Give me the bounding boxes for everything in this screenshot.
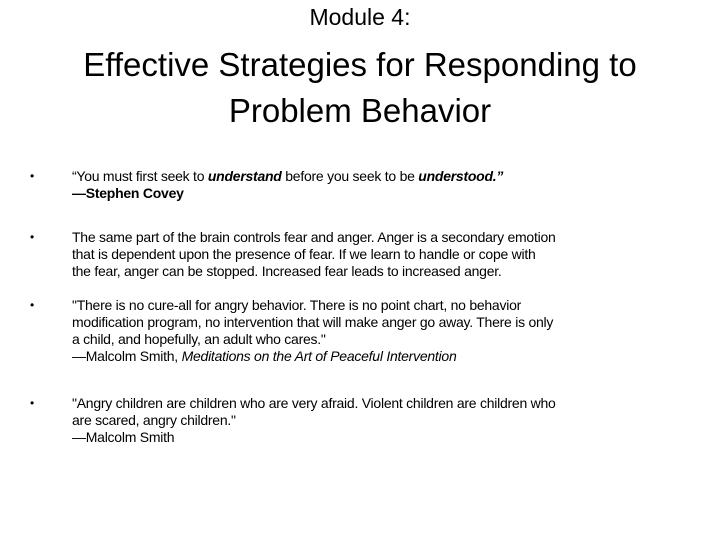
text-segment: "There is no cure-all for angry behavior. There is no point chart, no behavior — [72, 297, 522, 313]
text-segment: Meditations on the Art of Peaceful Intervention — [181, 348, 457, 364]
text-line — [72, 185, 503, 202]
text-line — [72, 395, 556, 412]
slide-title — [0, 42, 720, 134]
text-segment: —Stephen Covey — [72, 185, 184, 201]
text-line — [72, 297, 553, 314]
title-line: Effective Strategies for Responding to — [83, 46, 637, 83]
bullet-text — [72, 297, 553, 365]
bullet-icon: • — [30, 169, 35, 183]
text-segment: a child, and hopefully, an adult who cares." — [72, 331, 326, 347]
text-segment: that is dependent upon the presence of fear. If we learn to handle or cope with — [72, 246, 536, 262]
text-line — [72, 229, 556, 246]
text-segment: —Malcolm Smith, — [72, 348, 182, 364]
text-segment: the fear, anger can be stopped. Increased fear leads to increased anger. — [72, 263, 502, 279]
text-segment: modification program, no intervention that will make anger go away. There is only — [72, 314, 554, 330]
text-segment: —Malcolm Smith — [72, 429, 175, 445]
text-line — [72, 348, 553, 365]
bullet-text — [72, 168, 503, 202]
bullet-icon: • — [30, 298, 35, 312]
text-segment: before you seek to be — [281, 168, 419, 184]
text-segment: The same part of the brain controls fear and anger. Anger is a secondary emotion — [72, 229, 556, 245]
bullet-text — [72, 395, 556, 446]
text-segment: "Angry children are children who are very afraid. Violent children are children who — [72, 395, 556, 411]
text-segment: “You must first seek to — [72, 168, 208, 184]
text-segment: understood.” — [418, 168, 504, 184]
text-line — [72, 314, 553, 331]
text-segment: understand — [207, 168, 282, 184]
text-line — [72, 263, 556, 280]
text-line — [72, 168, 503, 185]
bullet-icon: • — [30, 396, 35, 410]
text-segment: are scared, angry children." — [72, 412, 236, 428]
text-line — [72, 331, 553, 348]
bullet-icon: • — [30, 230, 35, 244]
module-label: Module 4: — [309, 4, 411, 30]
text-line — [72, 246, 556, 263]
text-line — [72, 429, 556, 446]
text-line — [72, 412, 556, 429]
bullet-text — [72, 229, 556, 280]
title-line: Problem Behavior — [228, 92, 492, 129]
